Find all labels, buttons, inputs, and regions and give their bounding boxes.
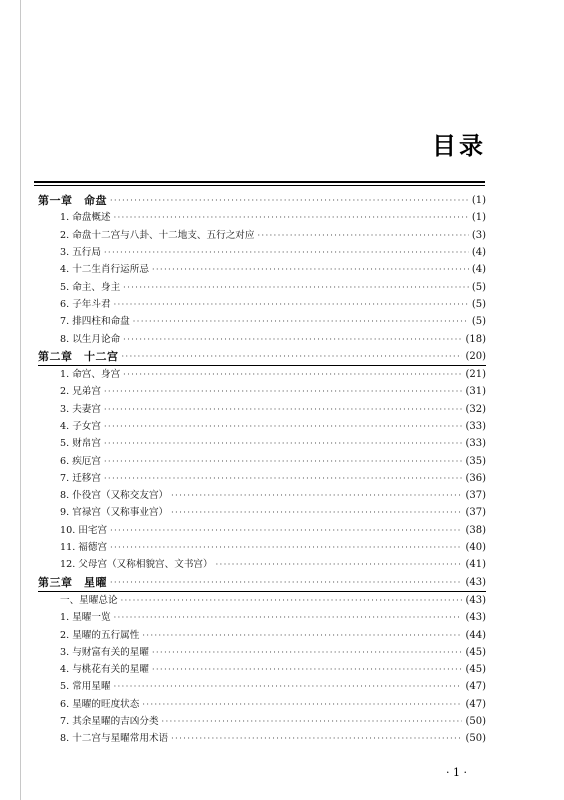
toc-item-row[interactable]: [38, 401, 486, 418]
toc-item-row[interactable]: [38, 713, 486, 730]
dot-leader: [114, 678, 463, 695]
dot-leader: [110, 574, 462, 591]
toc-chapter-row[interactable]: [38, 574, 486, 592]
toc-entry-page: (21): [465, 369, 486, 381]
dot-leader: [123, 331, 462, 348]
dot-leader: [104, 470, 462, 487]
dot-leader: [171, 504, 462, 521]
page-edge-line: [20, 0, 21, 800]
toc-entry-label: 5. 常用星曜: [60, 681, 111, 693]
toc-entry-label: 7. 排四柱和命盘: [60, 316, 130, 328]
dot-leader: [257, 227, 468, 244]
toc-entry-label: 9. 官禄宫（又称事业宫）: [60, 507, 169, 519]
dot-leader: [123, 366, 462, 383]
toc-entry-label: 7. 迁移宫: [60, 472, 101, 484]
toc-entry-label: 第一章 命盘: [38, 194, 107, 208]
toc-entry-label: 4. 十二生肖行运所忌: [60, 264, 149, 276]
toc-entry-label: 7. 其余星曜的吉凶分类: [60, 716, 159, 728]
toc-entry-page: (33): [465, 421, 486, 432]
page-title: 目录: [432, 132, 486, 160]
toc-entry-label: 一、星曜总论: [60, 594, 118, 606]
toc-entry-label: 2. 星曜的五行属性: [60, 629, 140, 641]
toc-entry-page: (1): [471, 212, 486, 224]
dot-leader: [152, 261, 469, 278]
toc-entry-page: (4): [471, 264, 486, 276]
toc-entry-page: (5): [471, 316, 486, 328]
toc-entry-page: (50): [465, 716, 486, 728]
toc-item-row[interactable]: [38, 313, 486, 330]
toc-entry-label: 1. 命盘概述: [60, 212, 111, 224]
toc-entry-page: (50): [465, 733, 486, 745]
toc-entry-page: (33): [465, 438, 486, 450]
title-rule-thick: [34, 181, 485, 183]
dot-leader: [121, 592, 463, 609]
toc-chapter-row[interactable]: [38, 192, 486, 209]
toc-item-row[interactable]: [38, 261, 486, 278]
toc-entry-page: (31): [465, 386, 486, 398]
toc-entry-label: 3. 与财富有关的星曜: [60, 646, 149, 658]
dot-leader: [104, 453, 462, 470]
toc-item-row[interactable]: [38, 592, 486, 609]
toc-entry-page: (47): [465, 698, 486, 710]
toc-entry-label: 2. 兄弟宫: [60, 386, 101, 398]
dot-leader: [152, 644, 463, 661]
toc-entry-page: (40): [465, 542, 486, 554]
toc-item-row[interactable]: [38, 661, 486, 678]
table-of-contents: [38, 192, 486, 748]
toc-item-row[interactable]: [38, 278, 486, 295]
toc-entry-label: 8. 十二宫与星曜常用术语: [60, 733, 169, 745]
toc-entry-page: (32): [465, 403, 486, 415]
toc-entry-label: 2. 命盘十二宫与八卦、十二地支、五行之对应: [60, 229, 255, 241]
dot-leader: [162, 713, 463, 730]
toc-item-row[interactable]: [38, 452, 486, 469]
toc-entry-label: 6. 星曜的旺度状态: [60, 698, 140, 710]
toc-entry-page: (41): [465, 559, 486, 571]
toc-entry-label: 3. 夫妻宫: [60, 403, 101, 415]
toc-entry-page: (38): [465, 524, 486, 536]
toc-entry-label: 12. 父母宫（又称相貌宫、文书宫）: [60, 559, 213, 571]
toc-item-row[interactable]: [38, 435, 486, 452]
toc-item-row[interactable]: [38, 609, 486, 626]
toc-item-row[interactable]: [38, 296, 486, 313]
toc-item-row[interactable]: [38, 330, 486, 347]
toc-entry-label: 8. 以生月论命: [60, 333, 121, 345]
toc-entry-label: 4. 子女宫: [60, 421, 101, 432]
toc-item-row[interactable]: [38, 418, 486, 435]
dot-leader: [104, 244, 469, 261]
toc-entry-label: 5. 财帛宫: [60, 438, 101, 450]
dot-leader: [110, 192, 469, 209]
toc-item-row[interactable]: [38, 626, 486, 643]
toc-item-row[interactable]: [38, 227, 486, 244]
toc-entry-page: (18): [465, 333, 486, 345]
toc-item-row[interactable]: [38, 696, 486, 713]
toc-entry-page: (3): [471, 229, 486, 241]
dot-leader: [114, 209, 469, 226]
toc-entry-page: (5): [471, 281, 486, 293]
toc-item-row[interactable]: [38, 644, 486, 661]
toc-item-row[interactable]: [38, 470, 486, 487]
toc-entry-page: (36): [465, 472, 486, 484]
dot-leader: [110, 522, 462, 539]
toc-entry-page: (44): [465, 629, 486, 641]
toc-entry-page: (4): [471, 247, 486, 259]
dot-leader: [123, 279, 469, 296]
toc-entry-label: 4. 与桃花有关的星曜: [60, 664, 149, 676]
toc-item-row[interactable]: [38, 539, 486, 556]
toc-item-row[interactable]: [38, 730, 486, 747]
toc-item-row[interactable]: [38, 383, 486, 400]
toc-item-row[interactable]: [38, 504, 486, 521]
dot-leader: [110, 539, 462, 556]
dot-leader: [152, 661, 463, 678]
toc-entry-page: (43): [465, 612, 486, 624]
dot-leader: [133, 313, 469, 330]
toc-entry-page: (35): [465, 455, 486, 467]
toc-entry-page: (43): [465, 576, 486, 588]
toc-entry-label: 1. 命宫、身宫: [60, 369, 121, 381]
toc-entry-page: (37): [465, 490, 486, 502]
toc-entry-label: 8. 仆役宫（又称交友宫）: [60, 490, 169, 502]
dot-leader: [171, 487, 462, 504]
toc-item-row[interactable]: [38, 244, 486, 261]
dot-leader: [216, 556, 463, 573]
toc-entry-label: 第三章 星曜: [38, 575, 107, 589]
toc-item-row[interactable]: [38, 366, 486, 383]
toc-entry-label: 1. 星曜一览: [60, 612, 111, 624]
toc-entry-page: (43): [465, 594, 486, 606]
toc-entry-label: 10. 田宅宫: [60, 524, 108, 536]
toc-item-row[interactable]: [38, 678, 486, 695]
toc-item-row[interactable]: [38, 487, 486, 504]
dot-leader: [114, 609, 463, 626]
page-number: · 1 ·: [446, 766, 467, 779]
toc-entry-label: 11. 福德宫: [60, 542, 108, 554]
dot-leader: [104, 418, 462, 435]
dot-leader: [122, 348, 463, 365]
toc-entry-label: 3. 五行局: [60, 247, 101, 259]
toc-item-row[interactable]: [38, 522, 486, 539]
toc-entry-page: (47): [465, 681, 486, 693]
dot-leader: [114, 296, 469, 313]
dot-leader: [104, 435, 462, 452]
toc-entry-page: (1): [471, 195, 486, 207]
toc-item-row[interactable]: [38, 556, 486, 573]
toc-entry-page: (45): [465, 646, 486, 658]
dot-leader: [171, 730, 462, 747]
toc-entry-label: 6. 子年斗君: [60, 298, 111, 310]
dot-leader: [104, 401, 462, 418]
toc-chapter-row[interactable]: [38, 348, 486, 366]
toc-entry-label: 第二章 十二宫: [38, 349, 119, 363]
toc-entry-page: (45): [465, 664, 486, 676]
dot-leader: [104, 383, 462, 400]
toc-entry-page: (5): [471, 298, 486, 310]
toc-entry-label: 6. 疾厄宫: [60, 455, 101, 467]
title-rule-thin: [34, 185, 485, 186]
dot-leader: [142, 627, 462, 644]
dot-leader: [142, 696, 462, 713]
toc-entry-page: (37): [465, 507, 486, 519]
toc-item-row[interactable]: [38, 209, 486, 226]
toc-entry-label: 5. 命主、身主: [60, 281, 121, 293]
toc-entry-page: (20): [465, 350, 486, 362]
